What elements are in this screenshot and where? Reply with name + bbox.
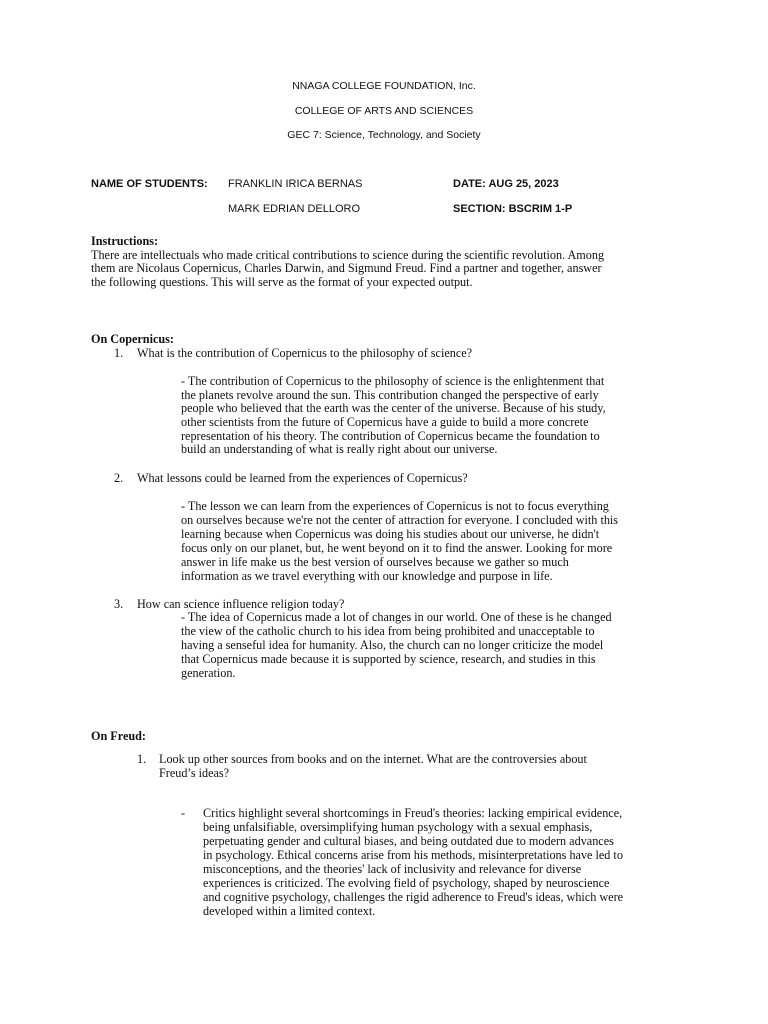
answer-line: that Copernicus made because it is supported by science, research, and studies in this (181, 652, 596, 666)
answer-line: information as we travel everything with our knowledge and purpose in life. (181, 569, 553, 583)
instructions-line: There are intellectuals who made critical contributions to science during the scientific revolution. Among (91, 248, 605, 262)
question-number: 3. (114, 597, 124, 611)
answer-line: answer in life make us the best version of ourselves because we gather so much (181, 555, 569, 569)
instructions-heading: Instructions: (91, 234, 159, 248)
answer-line: - The idea of Copernicus made a lot of changes in our world. One of these is he changed (181, 610, 612, 624)
answer-line: representation of his theory. The contribution of Copernicus became the foundation to (181, 429, 600, 443)
answer-line: - The lesson we can learn from the experiences of Copernicus is not to focus everything (181, 499, 609, 513)
answer-line: having a senseful idea for humanity. Also, the church can no longer criticize the model (181, 638, 604, 652)
answer-line: experiences is criticized. The evolving field of psychology, shaped by neuroscience (203, 876, 610, 890)
answer-line: people who believed that the earth was the center of the universe. Because of his study, (181, 401, 606, 415)
answer-line: perpetuating gender and cultural biases, and being outdated due to modern advances (203, 834, 614, 848)
copernicus-heading: On Copernicus: (91, 332, 174, 346)
question-text: What is the contribution of Copernicus to the philosophy of science? (137, 346, 473, 360)
section-field: SECTION: BSCRIM 1-P (453, 203, 573, 215)
college-name: COLLEGE OF ARTS AND SCIENCES (294, 105, 474, 117)
date-field: DATE: AUG 25, 2023 (453, 178, 559, 190)
student-name-2: MARK EDRIAN DELLORO (228, 203, 361, 215)
answer-line: generation. (181, 666, 236, 680)
question-number: 1. (114, 346, 124, 360)
answer-line: learning because when Copernicus was doing his studies about our universe, he didn't (181, 527, 600, 541)
name-label: NAME OF STUDENTS: (91, 178, 208, 190)
answer-line: developed within a limited context. (203, 904, 376, 918)
answer-line: other scientists from the future of Copernicus have a guide to build a more concrete (181, 415, 589, 429)
answer-line: on ourselves because we're not the center of attraction for everyone. I concluded with this (181, 513, 619, 527)
instructions-line: them are Nicolaus Copernicus, Charles Darwin, and Sigmund Freud. Find a partner and together, answer (91, 261, 602, 275)
answer-line: focus only on our planet, but, he went beyond on it to find the answer. Looking for more (181, 541, 613, 555)
question-number: 2. (114, 471, 124, 485)
answer-line: build an understanding of what is really right about our universe. (181, 442, 498, 456)
answer-line: the planets revolve around the sun. This contribution changed the perspective of early (181, 388, 599, 402)
answer-line: misconceptions, and the theories' lack of inclusivity and relevance for diverse (203, 862, 582, 876)
question-text: What lessons could be learned from the experiences of Copernicus? (137, 471, 468, 485)
student-name-1: FRANKLIN IRICA BERNAS (228, 178, 363, 190)
instructions-line: the following questions. This will serve as the format of your expected output. (91, 275, 473, 289)
answer-line: being unfalsifiable, oversimplifying human psychology with a sexual emphasis, (203, 820, 593, 834)
question-text: How can science influence religion today? (137, 597, 345, 611)
bullet-dash: - (181, 806, 186, 820)
answer-line: and cognitive psychology, challenges the rigid adherence to Freud's ideas, which were (203, 890, 624, 904)
answer-line: the view of the catholic church to his idea from being prohibited and unacceptable to (181, 624, 595, 638)
freud-heading: On Freud: (91, 729, 146, 743)
answer-line: in psychology. Ethical concerns arise from his methods, misinterpretations have led to (203, 848, 623, 862)
org-name: NNAGA COLLEGE FOUNDATION, Inc. (292, 80, 476, 92)
course-title: GEC 7: Science, Technology, and Society (287, 129, 481, 141)
question-text: Freud’s ideas? (159, 766, 230, 780)
answer-line: - The contribution of Copernicus to the philosophy of science is the enlightenment that (181, 374, 605, 388)
answer-line: Critics highlight several shortcomings in Freud's theories: lacking empirical evidence, (203, 806, 623, 820)
question-text: Look up other sources from books and on the internet. What are the controversies about (159, 752, 587, 766)
question-number: 1. (137, 752, 147, 766)
